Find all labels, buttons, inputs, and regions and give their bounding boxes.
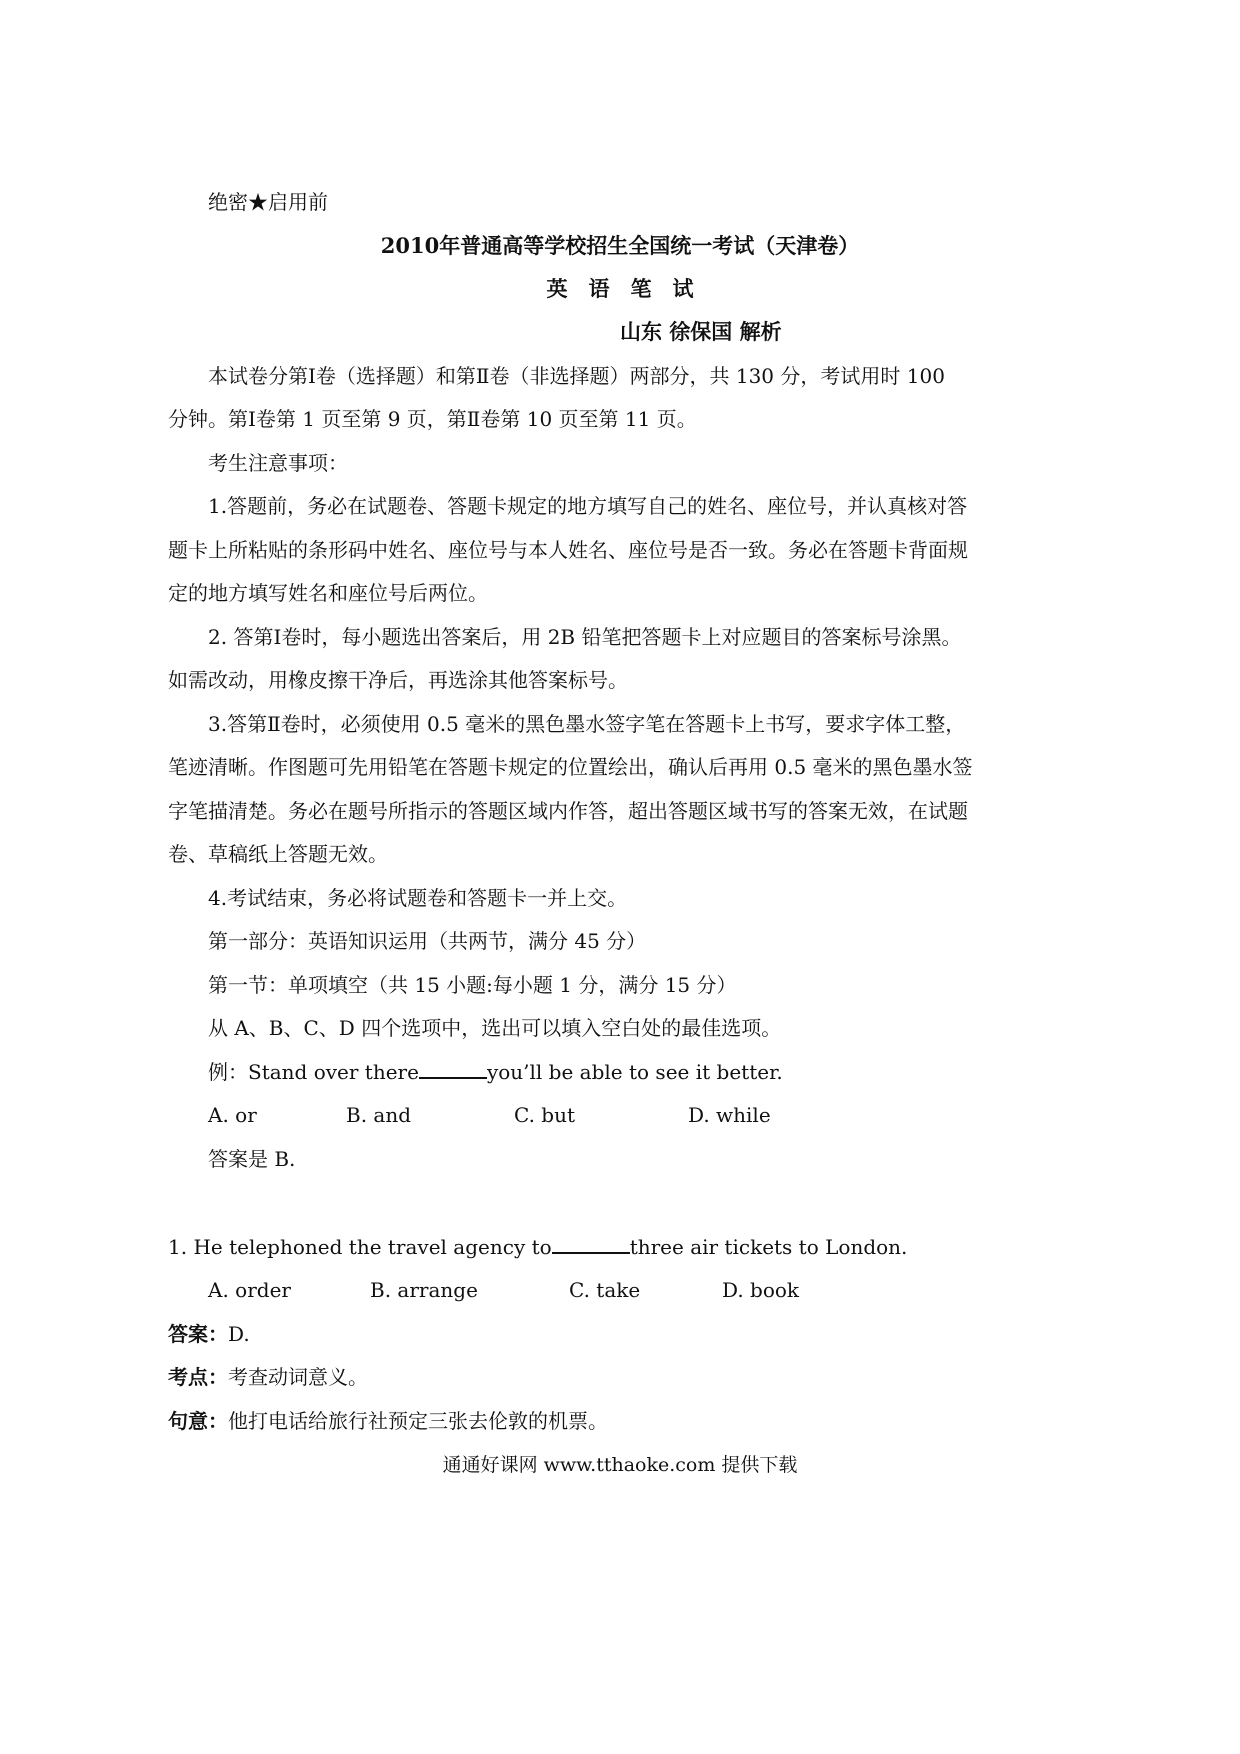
exam-title: 2010年普通高等学校招生全国统一考试（天津卷）: [380, 233, 860, 258]
question-1-before: 1. He telephoned the travel agency to: [168, 1235, 552, 1259]
author-credit: 山东 徐保国 解析: [620, 319, 782, 344]
question-1-option-a: A. order: [208, 1278, 291, 1302]
meaning-label: 句意：: [168, 1409, 228, 1433]
note-1-line-2: 题卡上所粘贴的条形码中姓名、座位号与本人姓名、座位号是否一致。务必在答题卡背面规: [168, 538, 968, 562]
answer-label: 答案：: [168, 1322, 228, 1346]
note-1-line-3: 定的地方填写姓名和座位号后两位。: [168, 581, 488, 605]
example-option-a: A. or: [208, 1103, 257, 1127]
question-1-option-d: D. book: [722, 1278, 800, 1302]
note-3-line-3: 字笔描清楚。务必在题号所指示的答题区域内作答，超出答题区域书写的答案无效，在试题: [168, 799, 968, 823]
example-answer: 答案是 B.: [208, 1147, 296, 1171]
secret-label: 绝密★启用前: [208, 190, 328, 214]
example-option-b: B. and: [346, 1103, 412, 1127]
question-1-option-c: C. take: [569, 1278, 641, 1302]
intro-line-2: 分钟。第Ⅰ卷第 1 页至第 9 页，第Ⅱ卷第 10 页至第 11 页。: [168, 407, 697, 431]
point-label: 考点：: [168, 1365, 228, 1389]
question-1-option-b: B. arrange: [370, 1278, 478, 1302]
example-blank: [419, 1059, 487, 1079]
question-1-answer: [168, 1320, 250, 1348]
section1-heading: 第一节：单项填空（共 15 小题:每小题 1 分，满分 15 分）: [208, 973, 737, 997]
exam-subtitle: 英 语 笔 试: [546, 276, 694, 301]
question-1-blank: [552, 1234, 630, 1254]
question-1-after: three air tickets to London.: [629, 1235, 908, 1259]
meaning-value: 他打电话给旅行社预定三张去伦敦的机票。: [228, 1409, 608, 1433]
answer-value: D.: [228, 1322, 250, 1346]
note-3-line-4: 卷、草稿纸上答题无效。: [168, 842, 388, 866]
example-before: 例：Stand over there: [208, 1060, 419, 1084]
point-value: 考查动词意义。: [228, 1365, 368, 1389]
example-after: you’ll be able to see it better.: [486, 1060, 783, 1084]
note-4: 4.考试结束，务必将试题卷和答题卡一并上交。: [208, 886, 628, 910]
note-3-line-1: 3.答第Ⅱ卷时，必须使用 0.5 毫米的黑色墨水签字笔在答题卡上书写，要求字体工整，: [208, 712, 966, 736]
note-1-line-1: 1.答题前，务必在试题卷、答题卡规定的地方填写自己的姓名、座位号，并认真核对答: [208, 494, 968, 518]
question-1-point: [168, 1363, 368, 1391]
note-3-line-2: 笔迹清晰。作图题可先用铅笔在答题卡规定的位置绘出，确认后再用 0.5 毫米的黑色墨水签: [168, 755, 973, 779]
note-2-line-1: 2. 答第Ⅰ卷时，每小题选出答案后，用 2B 铅笔把答题卡上对应题目的答案标号涂黑。: [208, 625, 962, 649]
intro-line-1: 本试卷分第Ⅰ卷（选择题）和第Ⅱ卷（非选择题）两部分，共 130 分，考试用时 100: [208, 364, 945, 388]
part1-heading: 第一部分：英语知识运用（共两节，满分 45 分）: [208, 929, 647, 953]
question-1-meaning: [168, 1407, 608, 1435]
notes-heading: 考生注意事项：: [208, 451, 348, 475]
section1-instruction: 从 A、B、C、D 四个选项中，选出可以填入空白处的最佳选项。: [208, 1016, 782, 1040]
note-2-line-2: 如需改动，用橡皮擦干净后，再选涂其他答案标号。: [168, 668, 628, 692]
example-option-d: D. while: [688, 1103, 771, 1127]
footer-credit: 通通好课网 www.tthaoke.com 提供下载: [442, 1454, 798, 1476]
example-sentence: [208, 1058, 783, 1086]
question-1: [168, 1233, 907, 1261]
example-option-c: C. but: [514, 1103, 576, 1127]
